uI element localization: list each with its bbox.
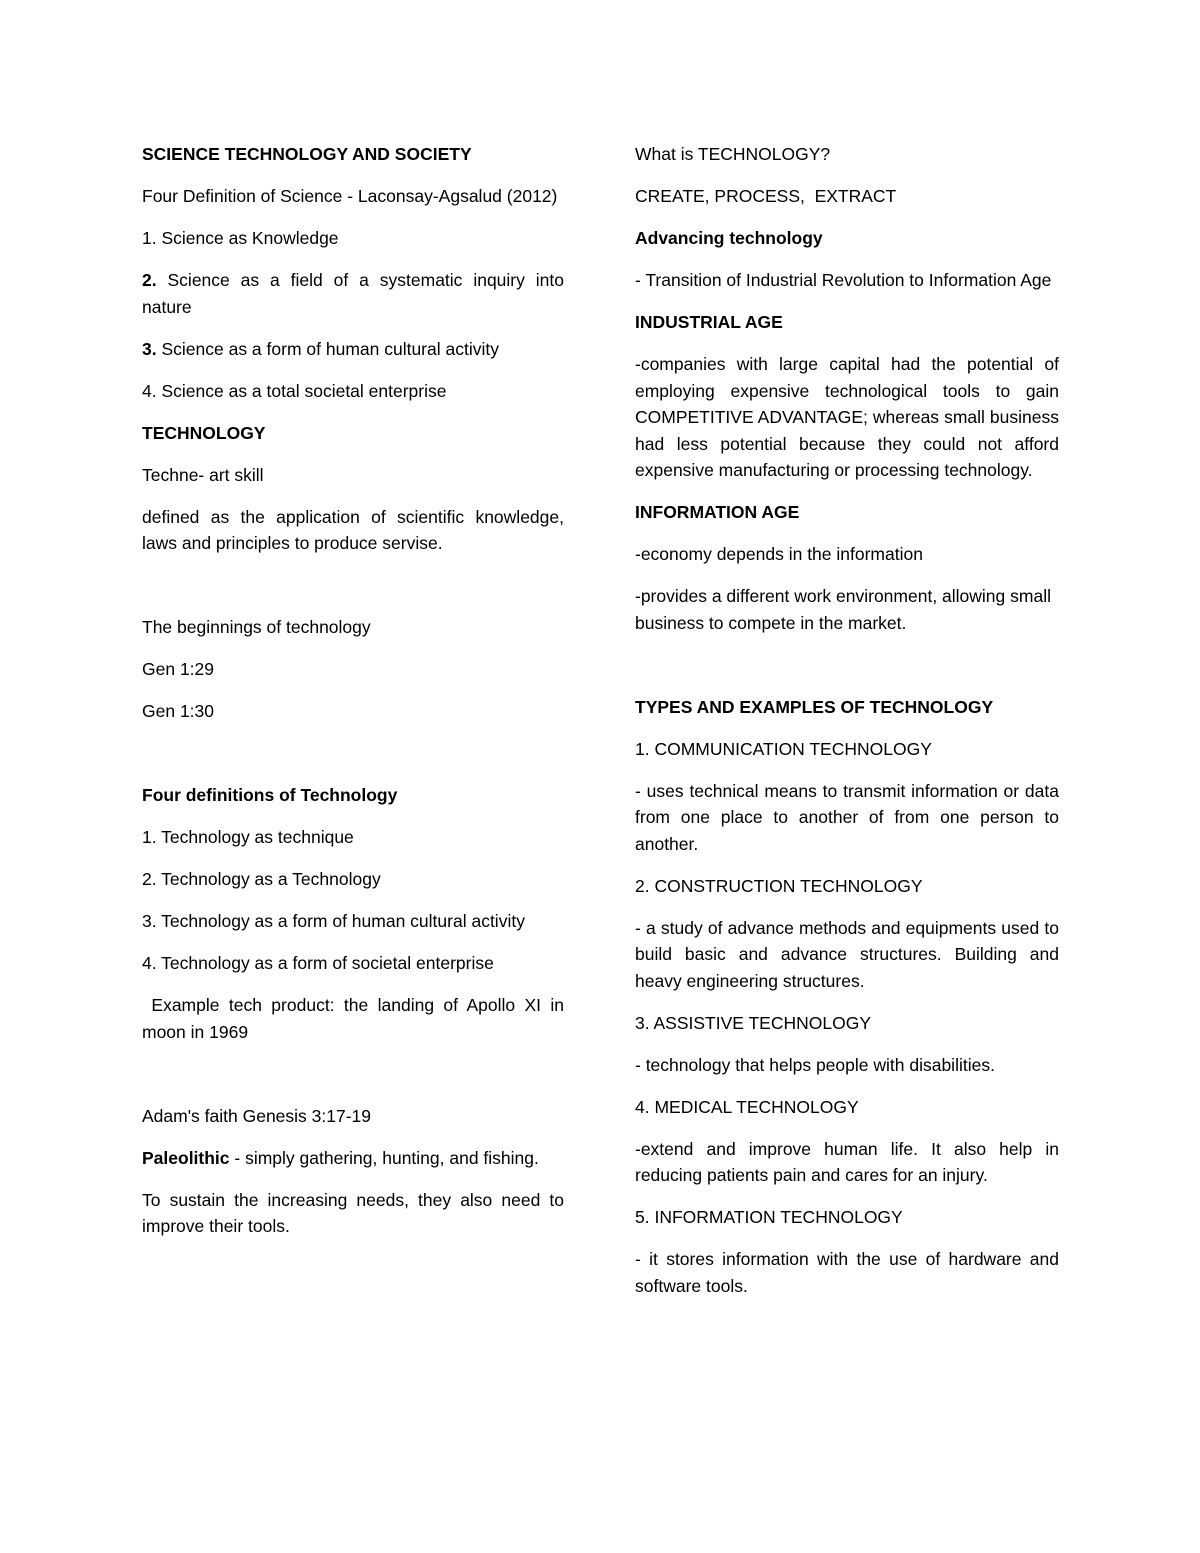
left-column xyxy=(142,141,569,1255)
example-tech-product: Example tech product: the landing of Apollo XI in moon in 1969 xyxy=(142,995,569,1042)
list-number: 4. xyxy=(142,953,157,973)
list-number: 1. xyxy=(142,827,157,847)
document-title: SCIENCE TECHNOLOGY AND SOCIETY xyxy=(142,144,472,164)
type-title-communication: 1. COMMUNICATION TECHNOLOGY xyxy=(635,738,932,759)
advancing-technology-heading: Advancing technology xyxy=(635,228,823,248)
list-text: Science as a field of a systematic inquiry into nature xyxy=(142,270,564,317)
spacer xyxy=(142,740,564,767)
sustain-paragraph: To sustain the increasing needs, they also need to improve their tools. xyxy=(142,1189,564,1236)
technology-definition: defined as the application of scientific knowledge, laws and principles to produce servise. xyxy=(142,506,564,553)
spacer xyxy=(142,572,564,599)
type-title-construction: 2. CONSTRUCTION TECHNOLOGY xyxy=(635,875,923,896)
science-definition-3 xyxy=(142,336,564,363)
list-text: Science as a form of human cultural activity xyxy=(156,338,499,359)
list-text: Technology as a Technology xyxy=(156,869,381,889)
list-number: 3. xyxy=(142,911,157,931)
list-number: 1. xyxy=(142,228,157,248)
spacer xyxy=(142,1061,564,1088)
technology-heading: TECHNOLOGY xyxy=(142,422,266,443)
science-definition-4 xyxy=(142,378,564,405)
type-title-information: 5. INFORMATION TECHNOLOGY xyxy=(635,1207,903,1227)
science-definitions-heading: Four Definition of Science - Laconsay-Agsalud (2012) xyxy=(142,186,558,206)
type-title-assistive: 3. ASSISTIVE TECHNOLOGY xyxy=(635,1012,872,1033)
paleolithic-paragraph xyxy=(142,1145,564,1172)
technology-definitions-heading: Four definitions of Technology xyxy=(142,785,398,805)
beginnings-heading: The beginnings of technology xyxy=(142,617,371,637)
paleolithic-text: - simply gathering, hunting, and fishing. xyxy=(229,1147,539,1168)
science-definition-2 xyxy=(142,267,564,320)
information-age-text-2: -provides a different work environment, allowing small business to compete in the market. xyxy=(635,586,1051,633)
gen-verse-1: Gen 1:29 xyxy=(142,659,214,679)
advancing-technology-text: - Transition of Industrial Revolution to Information Age xyxy=(635,270,1052,290)
techne-text: Techne- art skill xyxy=(142,464,264,485)
information-age-text-1: -economy depends in the information xyxy=(635,544,923,564)
types-heading: TYPES AND EXAMPLES OF TECHNOLOGY xyxy=(635,696,994,717)
type-text-information: - it stores information with the use of hardware and software tools. xyxy=(635,1249,1059,1296)
what-is-technology: What is TECHNOLOGY? xyxy=(635,144,831,164)
list-text: Technology as technique xyxy=(156,827,354,847)
gen-verse-2: Gen 1:30 xyxy=(142,701,214,721)
adam-faith: Adam's faith Genesis 3:17-19 xyxy=(142,1105,372,1126)
technology-definition-2 xyxy=(142,866,564,893)
type-text-medical: -extend and improve human life. It also help in reducing patients pain and cares for an injury. xyxy=(635,1138,1059,1185)
list-text: Technology as a form of societal enterprise xyxy=(156,953,494,973)
type-text-construction: - a study of advance methods and equipments used to build basic and advance structures. Building and heavy engineering structures. xyxy=(635,917,1059,991)
list-number: 4. xyxy=(142,380,157,401)
right-column xyxy=(635,141,1059,1315)
information-age-heading: INFORMATION AGE xyxy=(635,502,800,522)
type-text-communication: - uses technical means to transmit information or data from one place to another of from one person to another. xyxy=(635,780,1059,854)
list-number: 3. xyxy=(142,338,157,359)
industrial-age-heading: INDUSTRIAL AGE xyxy=(635,312,783,332)
paleolithic-term: Paleolithic xyxy=(142,1147,230,1168)
type-title-medical: 4. MEDICAL TECHNOLOGY xyxy=(635,1096,859,1117)
technology-definition-1 xyxy=(142,824,564,851)
list-text: Science as a total societal enterprise xyxy=(156,380,447,401)
create-process-extract: CREATE, PROCESS, EXTRACT xyxy=(635,186,897,206)
spacer xyxy=(635,652,1059,679)
list-number: 2. xyxy=(142,270,157,290)
technology-definition-3 xyxy=(142,908,564,935)
technology-definition-4 xyxy=(142,950,564,977)
industrial-age-text: -companies with large capital had the potential of employing expensive technological tools to gain COMPETITIVE ADVANTAGE; whereas small business had less potential because they could not afford expensive manufacturing or processing technology. xyxy=(635,354,1059,480)
list-number: 2. xyxy=(142,869,157,889)
science-definition-1 xyxy=(142,225,564,252)
type-text-assistive: - technology that helps people with disabilities. xyxy=(635,1054,995,1075)
list-text: Science as Knowledge xyxy=(156,228,339,248)
list-text: Technology as a form of human cultural activity xyxy=(156,911,525,931)
